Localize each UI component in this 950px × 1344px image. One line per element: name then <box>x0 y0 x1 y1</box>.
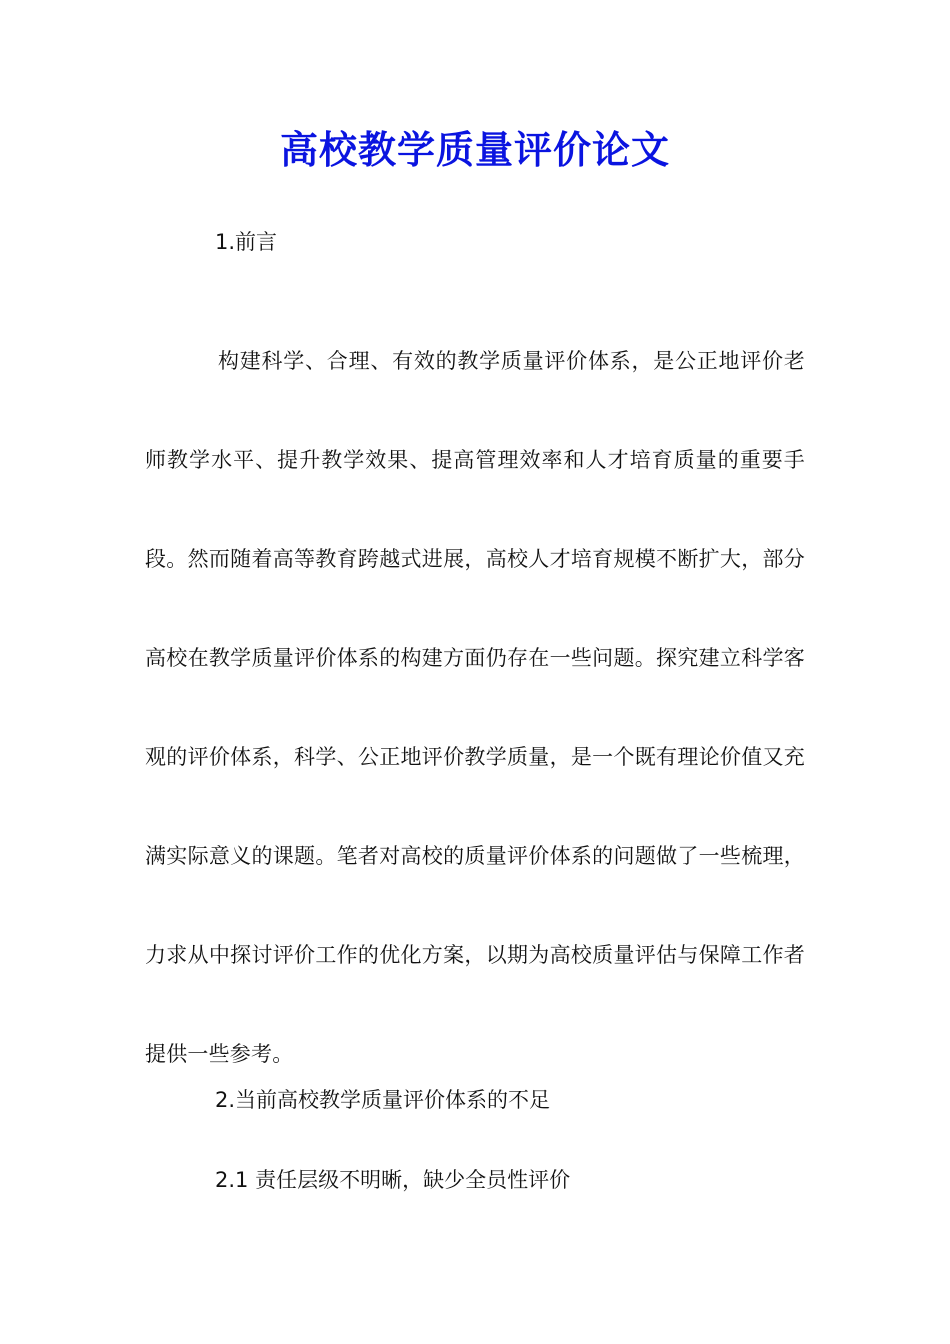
section-heading-preface: 1.前言 <box>215 230 278 254</box>
section-heading-shortcomings: 2.当前高校教学质量评价体系的不足 <box>215 1088 551 1112</box>
document-title: 高校教学质量评价论文 <box>279 127 670 172</box>
preface-paragraph: 构建科学、合理、有效的教学质量评价体系，是公正地评价老师教学水平、提升教学效果、提高管理效率和人才培育质量的重要手段。然而随着高等教育跨越式进展，高校人才培育规模不断扩大，部分高校在教学质量评价体系的构建方面仍存在一些问题。探究建立科学客观的评价体系，科学、公正地评价教学质量，是一个既有理论价值又充满实际意义的课题。笔者对高校的质量评价体系的问题做了一些梳理，力求从中探讨评价工作的优化方案，以期为高校质量评估与保障工作者提供一些参考。 <box>145 349 805 1066</box>
subsection-heading-responsibility: 2.1 责任层级不明晰，缺少全员性评价 <box>215 1168 571 1192</box>
